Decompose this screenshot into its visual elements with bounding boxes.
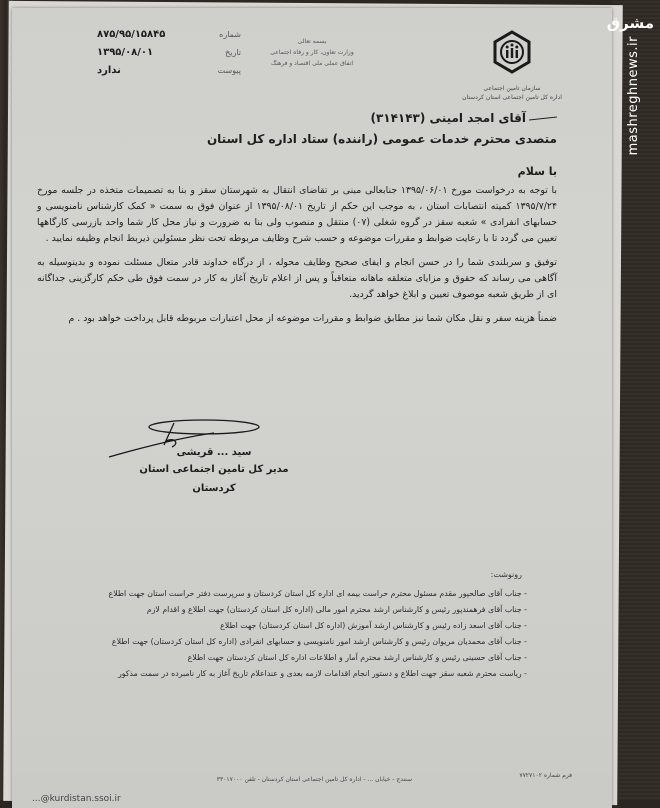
number-value: ۸۷۵/۹۵/۱۵۸۴۵ — [97, 29, 166, 40]
meta-date-row — [97, 44, 241, 62]
number-label: شماره — [219, 30, 241, 39]
handwritten-arrow-mark — [529, 117, 557, 121]
organization-caption — [462, 84, 562, 102]
watermark-site: mashreghnews.ir — [626, 36, 641, 156]
body-paragraph: توفیق و سربلندی شما را در حسن انجام و ایفای صحیح وظایف محوله ، از درگاه خداوند قادر متعال مسئلت نموده و بدینوسیله به آگاهی می رساند که حقوق و مزایای متعلقه ماهانه متعاقباً و پس از اعلام تاریخ آغاز به کار در سمت فوق طی حکم کارگزینی جداگانه ای از طریق شعبه موصوف تعیین و ابلاغ خواهد گردید. — [37, 257, 557, 300]
cc-item: - ریاست محترم شعبه سقز جهت اطلاع و دستور انجام اقدامات لازمه بعدی و عنداعلام تاریخ آغاز به کار نامبرده در سمت مذکور — [27, 666, 527, 682]
date-label: تاریخ — [225, 48, 241, 57]
organization-logo-block — [462, 30, 562, 102]
org-caption-line-1: سازمان تامین اجتماعی — [483, 85, 541, 92]
body-paragraph: ضمناً هزینه سفر و نقل مکان شما نیز مطابق ضوابط و مقررات موضوعه از محل اعتبارات مربوطه قابل پرداخت خواهد بود . م — [68, 313, 557, 324]
mashregh-logo-icon: مشرق — [606, 14, 654, 32]
cc-heading: رونوشت: — [490, 570, 522, 579]
footer-address: سنندج - خیابان ... - اداره کل تامین اجتماعی استان کردستان - تلفن ۳۳۰۱۷۰۰۰ — [216, 776, 412, 783]
body-paragraph: با توجه به درخواست مورخ ۱۳۹۵/۰۶/۰۱ جنابعالی مبنی بر تقاضای انتقال به شهرستان سقز و بنا به تصمیمات متخذه در جلسه مورخ ۱۳۹۵/۷/۲۴ کمیته انتصابات استان ، به موجب این حکم از تاریخ ۱۳۹۵/۰۸/۰۱ از عنوان فوق به سمت « کمک کارشناس نامنویسی و حسابهای انفرادی » شعبه سقز در گروه شغلی (۰۷) منتقل و منصوب ولی بنا به ضرورت و نیاز محل کار شما واحد بازرسی کارگاهها تعیین می گردد تا با رعایت ضوابط و مقررات موضوعه و حسب شرح وظایف مربوطه تحت نظر مسئولین ذیربط انجام وظیفه نمایید . — [37, 185, 558, 244]
meta-attachment-row — [97, 62, 241, 80]
addressee-name — [370, 111, 557, 125]
header-line-2: وزارت تعاون، کار و رفاه اجتماعی — [270, 49, 354, 56]
cc-item: - جناب آقای حسینی رئیس و کارشناس ارشد محترم آمار و اطلاعات اداره کل استان کردستان جهت اطلاع — [27, 650, 527, 666]
social-security-logo-icon — [492, 30, 532, 74]
date-value: ۱۳۹۵/۰۸/۰۱ — [97, 47, 154, 58]
letterhead-header — [262, 36, 362, 69]
addressee-position: متصدی محترم خدمات عمومی (راننده) ستاد اداره کل استان — [206, 132, 557, 146]
meta-number-row — [97, 26, 241, 44]
attachment-value: ندارد — [97, 65, 121, 76]
attachment-label: پیوست — [217, 66, 241, 75]
cc-list — [27, 586, 527, 682]
cc-item: - جناب آقای اسعد زاده رئیس و کارشناس ارشد آموزش (اداره کل استان کردستان) جهت اطلاع — [27, 618, 527, 634]
signatory-name: سید ... قریشی — [176, 447, 252, 458]
letter-meta — [97, 26, 241, 80]
header-line-3: اتفاق عملی ملی اقتصاد و فرهنگ — [270, 60, 354, 67]
form-reference: فرم شماره ۷۷۲۷۱۰۲ — [519, 772, 572, 779]
signatory-province: کردستان — [192, 483, 236, 494]
cc-item: - جناب آقای محمدیان مریوان رئیس و کارشناس ارشد امور نامنویسی و حسابهای انفرادی (اداره کل استان کردستان) جهت اطلاع — [27, 634, 527, 650]
addressee-line-1: آقای امجد امینی (۳۱۴۱۴۳) — [370, 111, 526, 125]
letter-body — [37, 183, 557, 335]
signatory-title: مدیر کل تامین اجتماعی استان — [139, 464, 289, 475]
mashregh-watermark — [606, 14, 654, 156]
header-line-1: بسمه تعالی — [297, 38, 327, 45]
signature-block — [124, 423, 304, 494]
footer-email: ...@kurdistan.ssoi.ir — [32, 794, 121, 804]
cc-item: - جناب آقای فرهمندپور رئیس و کارشناس ارشد محترم امور مالی (اداره کل استان کردستان) جهت اطلاع و اقدام لازم — [27, 602, 527, 618]
org-caption-line-2: اداره کل تامین اجتماعی استان کردستان — [462, 94, 562, 101]
greeting: با سلام — [517, 165, 557, 178]
letter-page — [12, 8, 612, 808]
cc-item: - جناب آقای صالحپور مقدم مسئول محترم حراست بیمه ای اداره کل استان کردستان و سرپرست دفتر حراست استان جهت اطلاع — [27, 586, 527, 602]
